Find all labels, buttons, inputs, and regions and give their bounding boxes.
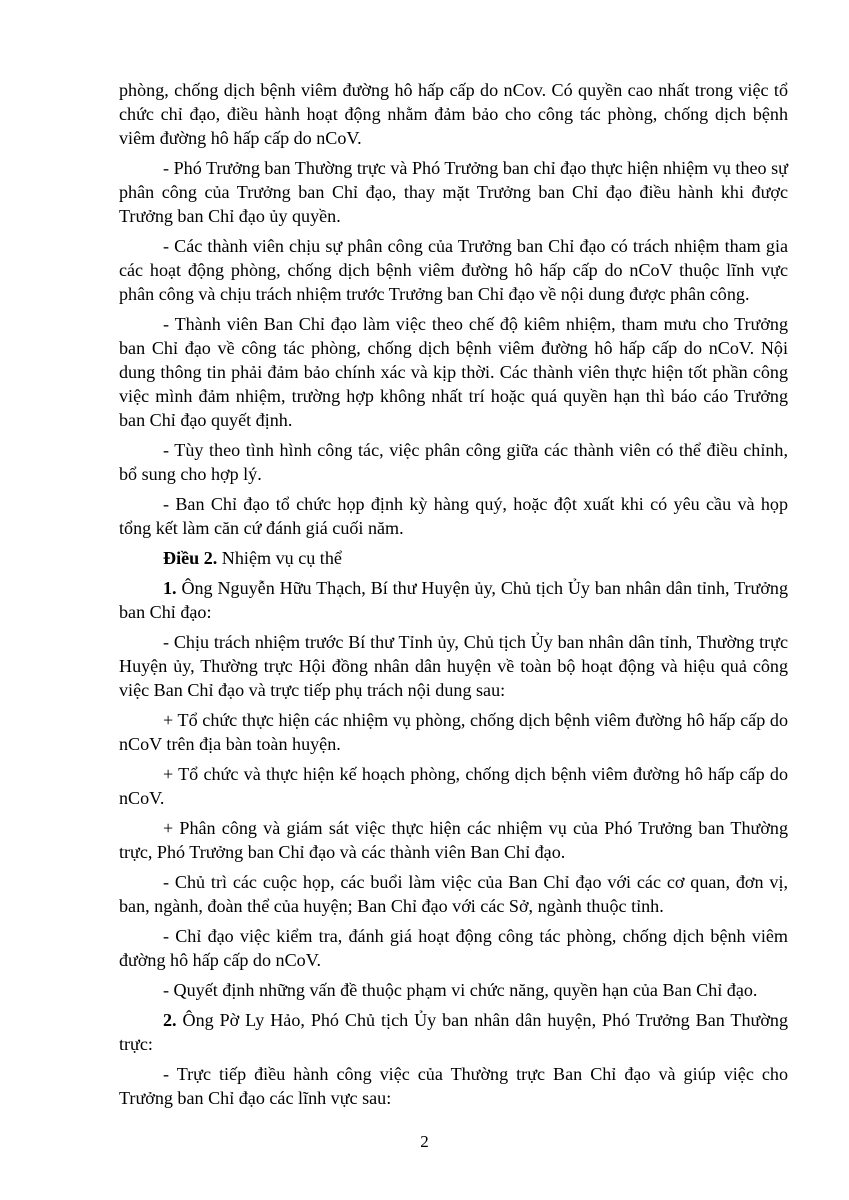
paragraph: - Phó Trưởng ban Thường trực và Phó Trưởng ban chỉ đạo thực hiện nhiệm vụ theo sự phân công của Trưởng ban Chỉ đạo, thay mặt Trưởng ban Chỉ đạo điều hành khi được Trưởng ban Chỉ đạo ủy quyền. [119, 158, 788, 226]
paragraph: - Các thành viên chịu sự phân công của Trưởng ban Chỉ đạo có trách nhiệm tham gia các hoạt động phòng, chống dịch bệnh viêm đường hô hấp cấp do nCoV thuộc lĩnh vực phân công và chịu trách nhiệm trước Trưởng ban Chỉ đạo về nội dung được phân công. [119, 236, 788, 304]
page-number: 2 [420, 1132, 429, 1151]
section-item [119, 1008, 788, 1056]
paragraph: - Trực tiếp điều hành công việc của Thường trực Ban Chỉ đạo và giúp việc cho Trưởng ban Chỉ đạo các lĩnh vực sau: [119, 1064, 788, 1108]
paragraph: - Chịu trách nhiệm trước Bí thư Tỉnh ủy, Chủ tịch Ủy ban nhân dân tỉnh, Thường trực Huyện ủy, Thường trực Hội đồng nhân dân huyện về toàn bộ hoạt động và hiệu quả công việc Ban Chỉ đạo và trực tiếp phụ trách nội dung sau: [119, 632, 788, 700]
paragraph: + Phân công và giám sát việc thực hiện các nhiệm vụ của Phó Trưởng ban Thường trực, Phó Trưởng ban Chỉ đạo và các thành viên Ban Chỉ đạo. [119, 818, 788, 862]
item-text: Ông Pờ Ly Hảo, Phó Chủ tịch Ủy ban nhân dân huyện, Phó Trưởng Ban Thường trực: [119, 1010, 788, 1054]
article-heading [119, 546, 788, 570]
body-text [119, 78, 788, 1116]
paragraph: - Ban Chỉ đạo tổ chức họp định kỳ hàng quý, hoặc đột xuất khi có yêu cầu và họp tổng kết làm căn cứ đánh giá cuối năm. [119, 494, 788, 538]
item-number: 1. [163, 578, 177, 598]
paragraph: + Tổ chức thực hiện các nhiệm vụ phòng, chống dịch bệnh viêm đường hô hấp cấp do nCoV trên địa bàn toàn huyện. [119, 710, 788, 754]
paragraph: + Tổ chức và thực hiện kế hoạch phòng, chống dịch bệnh viêm đường hô hấp cấp do nCoV. [119, 764, 788, 808]
paragraph: - Tùy theo tình hình công tác, việc phân công giữa các thành viên có thể điều chỉnh, bổ sung cho hợp lý. [119, 440, 788, 484]
article-title: Nhiệm vụ cụ thể [217, 548, 342, 568]
paragraph: - Chủ trì các cuộc họp, các buổi làm việc của Ban Chỉ đạo với các cơ quan, đơn vị, ban, ngành, đoàn thể của huyện; Ban Chỉ đạo với các Sở, ngành thuộc tỉnh. [119, 872, 788, 916]
item-number: 2. [163, 1010, 177, 1030]
paragraph: - Quyết định những vấn đề thuộc phạm vi chức năng, quyền hạn của Ban Chỉ đạo. [163, 980, 758, 1000]
item-text: Ông Nguyễn Hữu Thạch, Bí thư Huyện ủy, Chủ tịch Ủy ban nhân dân tỉnh, Trưởng ban Chỉ đạo: [119, 578, 788, 622]
paragraph: phòng, chống dịch bệnh viêm đường hô hấp cấp do nCov. Có quyền cao nhất trong việc tổ chức chỉ đạo, điều hành hoạt động nhằm đảm bảo cho công tác phòng, chống dịch bệnh viêm đường hô hấp cấp do nCoV. [119, 80, 788, 148]
paragraph: - Chỉ đạo việc kiểm tra, đánh giá hoạt động công tác phòng, chống dịch bệnh viêm đường hô hấp cấp do nCoV. [119, 926, 788, 970]
paragraph: - Thành viên Ban Chỉ đạo làm việc theo chế độ kiêm nhiệm, tham mưu cho Trưởng ban Chỉ đạo về công tác phòng, chống dịch bệnh viêm đường hô hấp cấp do nCoV. Nội dung thông tin phải đảm bảo chính xác và kịp thời. Các thành viên thực hiện tốt phần công việc mình đảm nhiệm, trường hợp không nhất trí hoặc quá quyền hạn thì báo cáo Trưởng ban Chỉ đạo quyết định. [119, 314, 788, 430]
section-item [119, 576, 788, 624]
article-number: Điều 2. [163, 548, 218, 568]
